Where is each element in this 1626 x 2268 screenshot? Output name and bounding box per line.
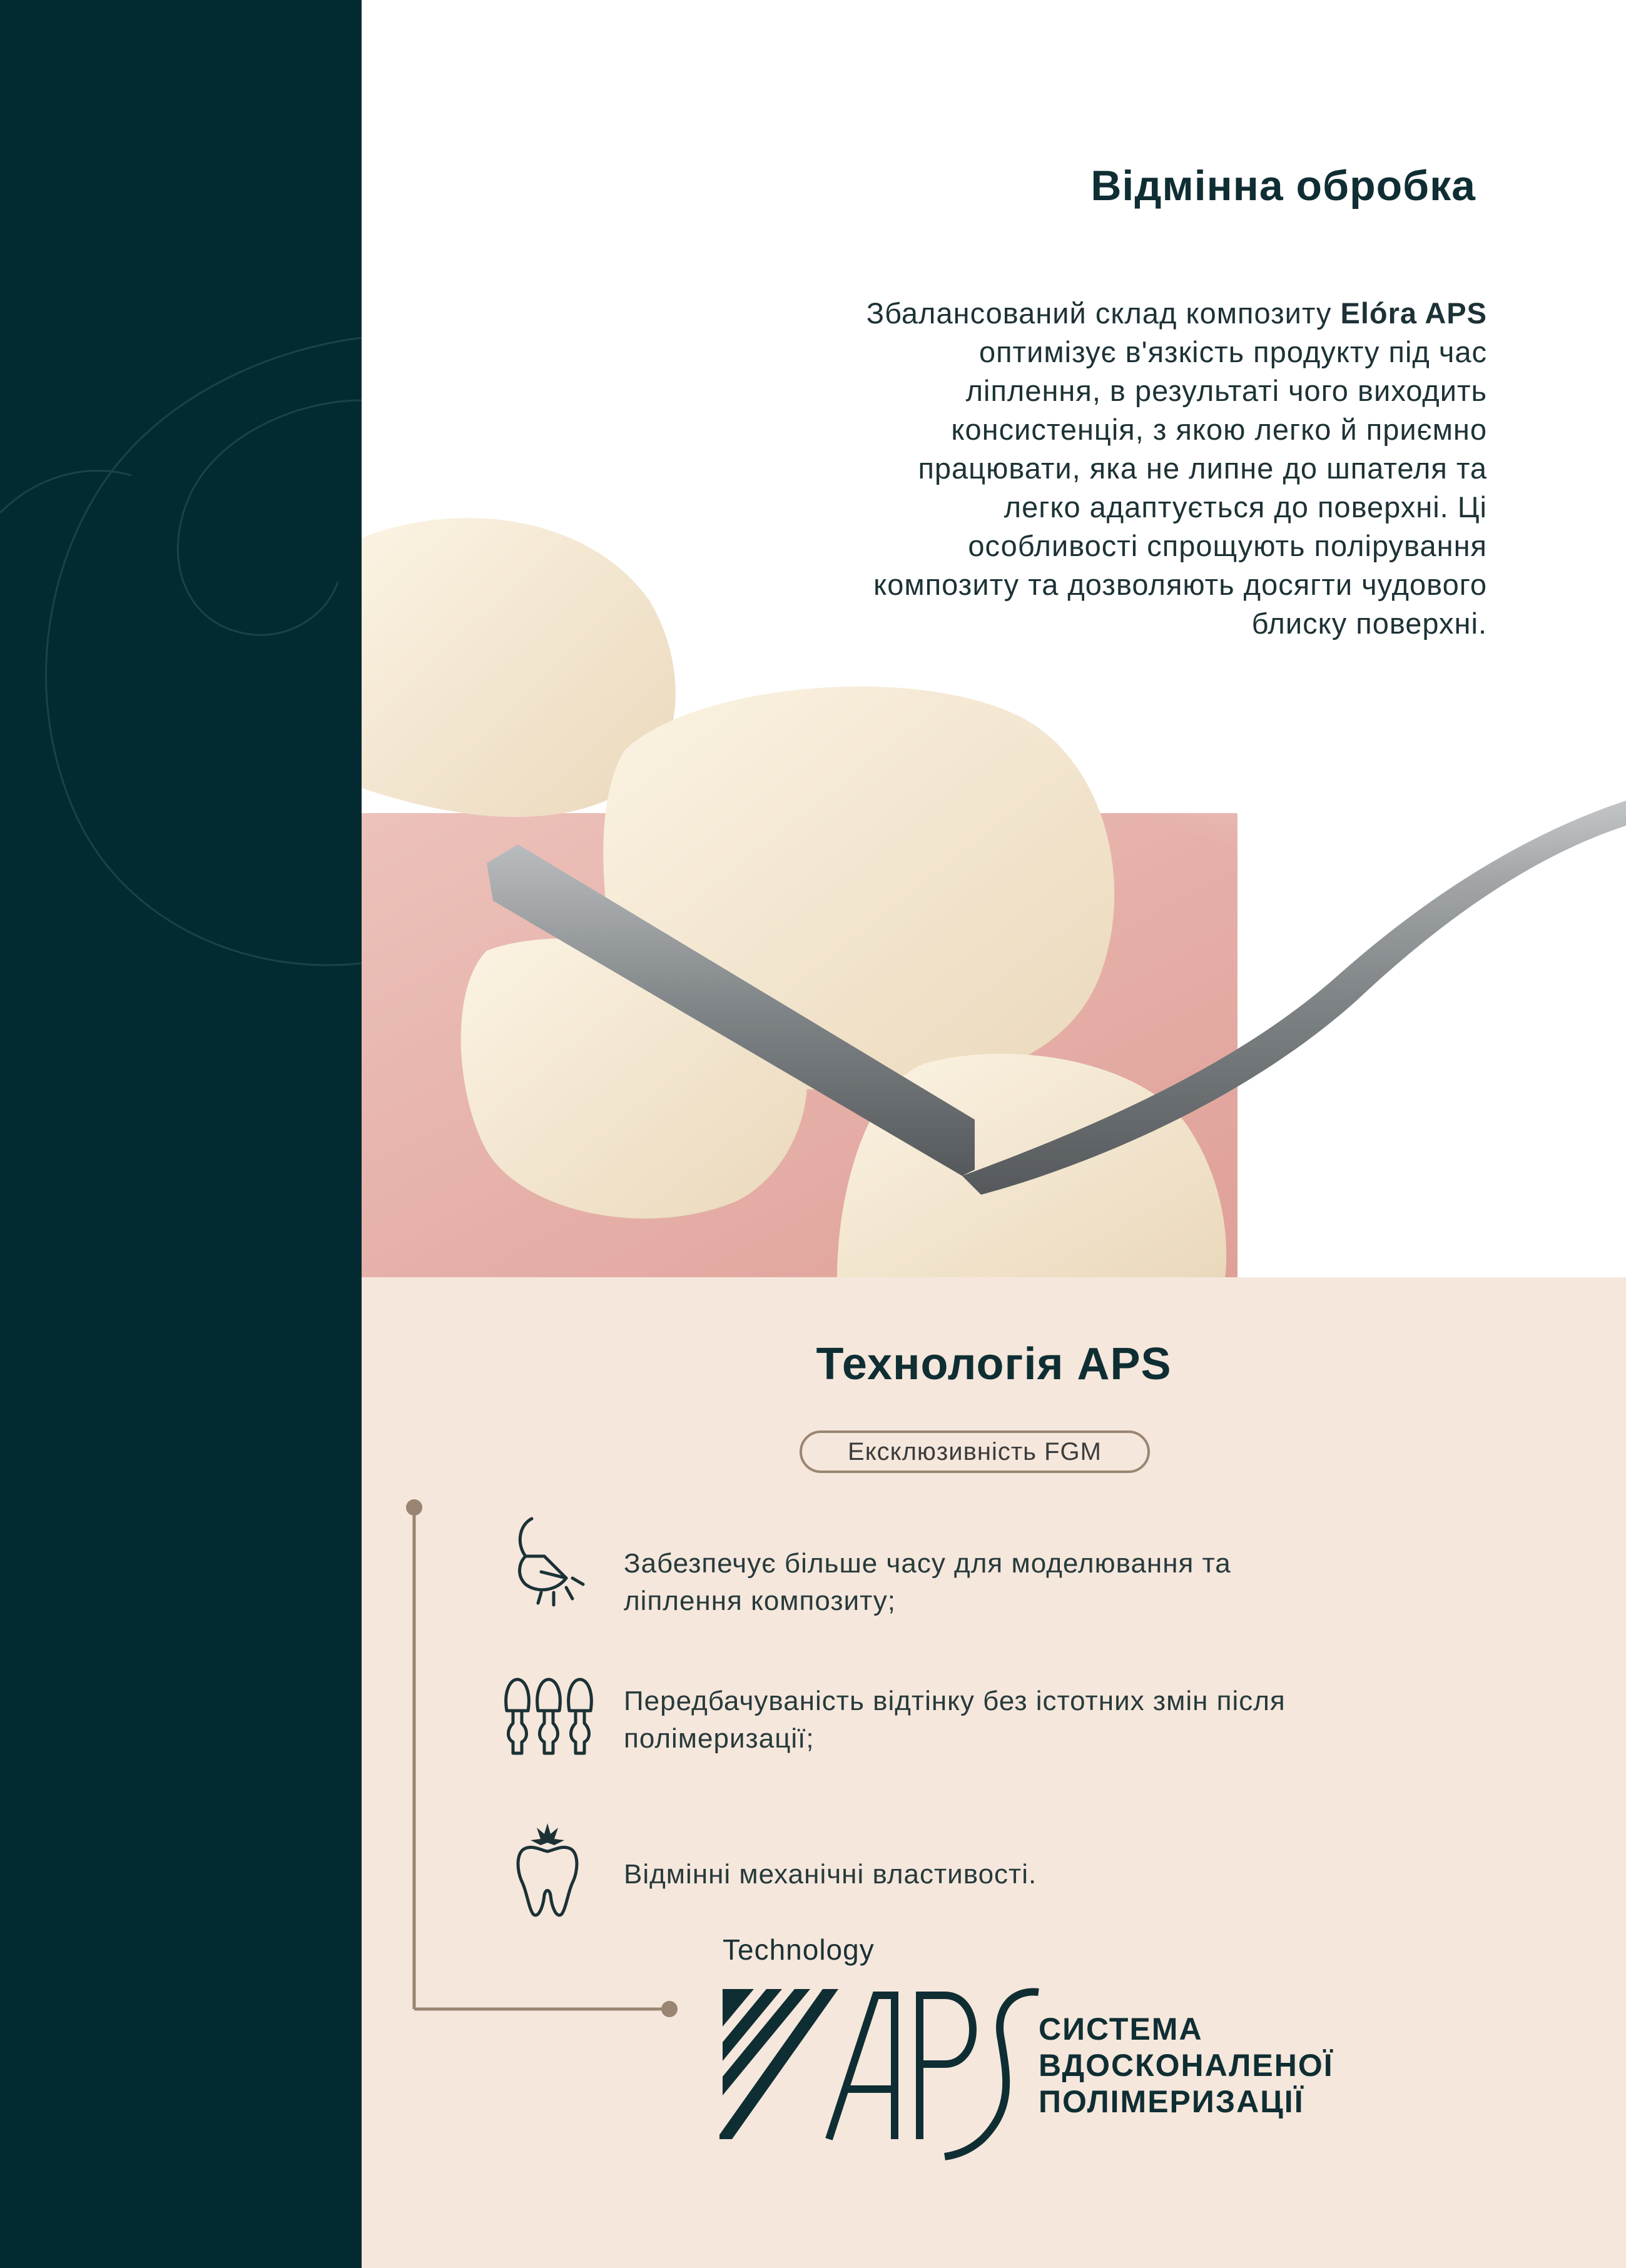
intro-paragraph — [836, 294, 1487, 643]
technology-label: Technology — [723, 1933, 875, 1966]
exclusivity-badge: Ексклюзивність FGM — [800, 1430, 1150, 1473]
feature-1-line-1: Забезпечує більше часу для моделювання та — [624, 1548, 1231, 1579]
aps-title: Технологія APS — [816, 1339, 1172, 1389]
intro-lead: Збалансований склад композиту — [866, 296, 1341, 330]
system-line-2: ВДОСКОНАЛЕНОЇ — [1039, 2048, 1334, 2083]
feature-2-line-2: полімеризації; — [624, 1723, 815, 1754]
feature-text-3 — [624, 1856, 1406, 1893]
shade-guide-icon — [501, 1673, 601, 1761]
feature-text-1 — [624, 1545, 1406, 1620]
sidebar-panel — [0, 0, 362, 2268]
aps-logo — [719, 1983, 1045, 2170]
feature-text-2 — [624, 1683, 1406, 1758]
feature-1-line-2: ліплення композиту; — [624, 1586, 896, 1616]
system-line-3: ПОЛІМЕРИЗАЦІЇ — [1039, 2084, 1304, 2119]
system-line-1: СИСТЕМА — [1039, 2012, 1203, 2047]
section-heading: Відмінна обробка — [1090, 162, 1476, 210]
intro-rest: оптимізує в'язкість продукту під час ліплення, в результаті чого виходить консистенція, з якою легко й приємно працювати, яка не липне до шпателя та легко адаптується до поверхні. Ці особливості спрощують полірування композиту та дозволяють досягти чудового блиску поверхні. — [873, 335, 1487, 640]
system-caption — [1039, 2011, 1334, 2120]
brand-name: Elóra APS — [1340, 296, 1487, 330]
feature-2-line-1: Передбачуваність відтінку без істотних змін після — [624, 1686, 1286, 1716]
feature-3-line-1: Відмінні механічні властивості. — [624, 1859, 1037, 1890]
curing-light-icon — [507, 1512, 588, 1612]
decorative-swirl — [0, 0, 362, 2268]
tooth-impact-icon — [513, 1820, 582, 1920]
